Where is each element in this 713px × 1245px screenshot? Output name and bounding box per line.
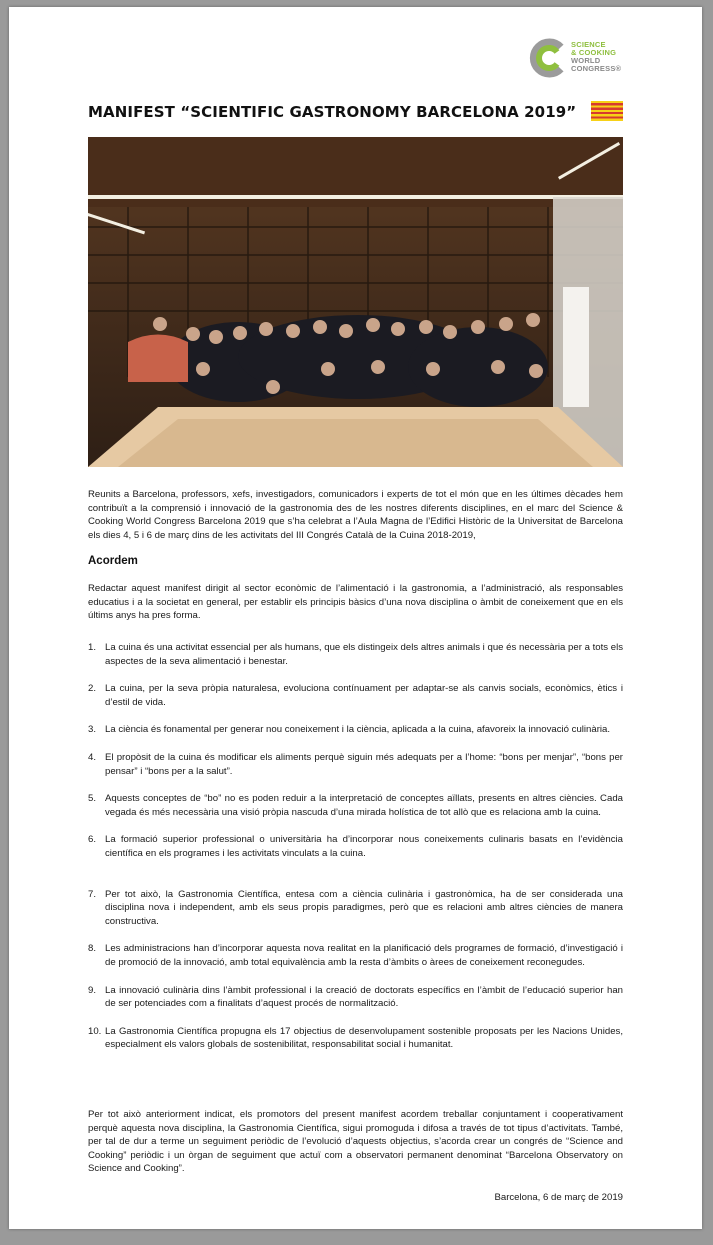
list-item: 3. La ciència és fonamental per generar nou coneixement i la ciència, aplicada a la cuina, afavoreix la innovació culinària. bbox=[88, 724, 611, 736]
document-page bbox=[9, 7, 702, 1229]
list-item: 4. El propòsit de la cuina és modificar els aliments perquè siguin més adequats per a l’home: “bons per menjar”, “bons per pensar” i “bons per a la salut”. bbox=[88, 751, 623, 777]
signature-date: Barcelona, 6 de març de 2019 bbox=[494, 1192, 623, 1203]
section-heading: Acordem bbox=[88, 555, 138, 567]
purpose-paragraph: Redactar aquest manifest dirigit al sector econòmic de l’alimentació i la gastronomia, a l’administració, als responsables educatius i a la societat en general, per establir els principis bàsics d’una nova disciplina o àmbit de coneixement que en els últims anys ha pres forma. bbox=[88, 583, 623, 622]
group-photo bbox=[88, 137, 623, 467]
list-item: 1. La cuina és una activitat essencial per als humans, que els distingeix dels altres animals i que és necessària per a tots els aspectes de la seva alimentació i benestar. bbox=[88, 642, 623, 667]
list-item: 9. La innovació culinària dins l’àmbit professional i la creació de doctorats específics en l’àmbit de l’educació superior han de ser potenciades com a finalitats d’aquest procés de normalització. bbox=[88, 984, 623, 1010]
congress-logo bbox=[527, 37, 627, 79]
list-item: 6. La formació superior professional o universitària ha d’incorporar nous coneixements culinaris basats en l’evidència científica en els programes i les activitats vinculats a la cuina. bbox=[88, 834, 623, 859]
principles-list bbox=[88, 641, 623, 1052]
document-title: MANIFEST “SCIENTIFIC GASTRONOMY BARCELONA 2019” bbox=[88, 103, 577, 121]
closing-paragraph: Per tot això anteriorment indicat, els promotors del present manifest acordem treballar conjuntament i cooperativament perquè aquesta nova disciplina, la Gastronomia Científica, sigui promoguda i difosa a través de tot tipus d’activitats. També, per tal de dur a terme un seguiment periòdic de l’evolució d’aquests objectius, s’acorda crear un congrés de “Science and Cooking” periòdic i un òrgan de seguiment que actuï com a observatori permanent denominat “Barcelona Observatory on Science and Cooking”. bbox=[88, 1109, 623, 1175]
list-item: 10. La Gastronomia Científica propugna els 17 objectius de desenvolupament sostenible proposats per les Nacions Unides, especialment els valors globals de sostenibilitat, responsabilitat social i humanitat. bbox=[88, 1025, 623, 1051]
intro-paragraph: Reunits a Barcelona, professors, xefs, investigadors, comunicadors i experts de tot el món que en les últimes dècades hem contribuït a la comprensió i innovació de la gastronomia des de les nostres diferents disciplines, en el marc del Science & Cooking World Congress Barcelona 2019 que s’ha celebrat a l’Aula Magna de l’Edifici Històric de la Universitat de Barcelona els dies 4, 5 i 6 de març dins de les activitats del III Congrés Català de la Cuina 2018-2019, bbox=[88, 489, 623, 541]
logo-mark-icon bbox=[527, 37, 569, 79]
list-item: 5. Aquests conceptes de “bo” no es poden reduir a la interpretació de conceptes aïllats, presents en altres ciències. Cada vegada és més necessària una visió pròpia nascuda d’una mirada holística de tot allò que es relaciona amb la cuina. bbox=[88, 793, 623, 818]
list-item: 7. Per tot això, la Gastronomia Científica, entesa com a ciència culinària i gastronòmica, ha de ser considerada una disciplina nova i independent, amb els seus propis paradigmes, però que es relacioni amb altres ciències de manera constructiva. bbox=[88, 888, 623, 927]
catalan-flag-icon bbox=[591, 101, 623, 121]
list-item: 8. Les administracions han d’incorporar aquesta nova realitat en la planificació dels programes de formació, d’investigació i de promoció de la innovació, amb total equivalència amb la resta d’àmbits o àrees de coneixement reconegudes. bbox=[88, 943, 623, 968]
list-item: 2. La cuina, per la seva pròpia naturalesa, evoluciona contínuament per adaptar-se als canvis socials, econòmics, ètics i d’estil de vida. bbox=[88, 683, 623, 708]
logo-wordmark: SCIENCE & COOKING WORLD CONGRESS® bbox=[571, 40, 622, 73]
